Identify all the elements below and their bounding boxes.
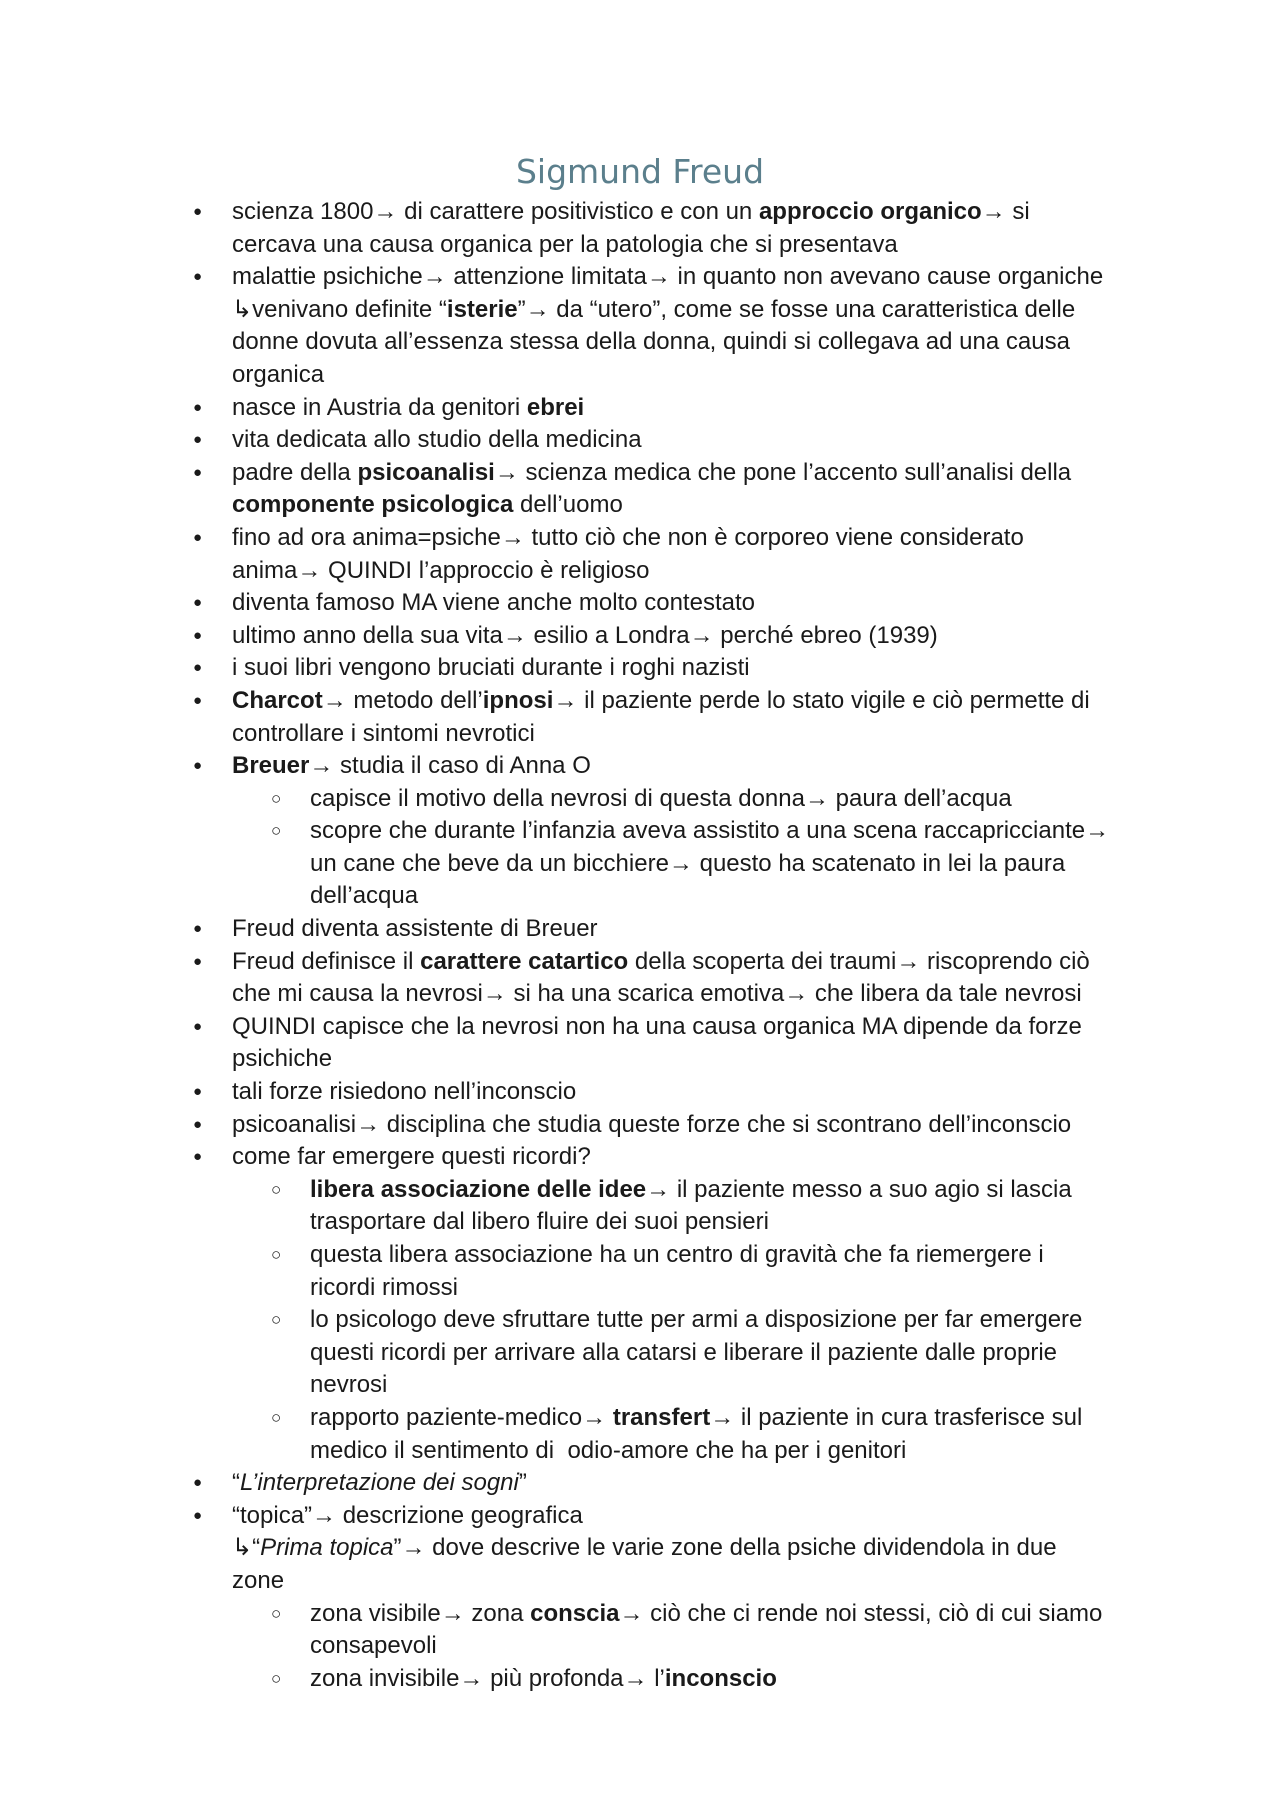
- bullet-icon: ●: [193, 691, 203, 709]
- text-segment: della scoperta dei traumi→ riscoprendo ciò che mi causa la nevrosi→ si ha una scarica emotiva→ che libera da tale nevrosi: [232, 947, 1097, 1008]
- bullet-icon: ●: [193, 594, 203, 612]
- text-segment: → ciò che ci rende noi stessi, ciò di cui siamo consapevoli: [310, 1599, 1110, 1660]
- text-segment: → il paziente messo a suo agio si lascia trasportare dal libero fluire dei suoi pensieri: [310, 1175, 1079, 1236]
- text-segment: fino ad ora anima=psiche→ tutto ciò che non è corporeo viene considerato anima→ QUINDI l’approccio è religioso: [232, 523, 1031, 584]
- list-item: [0, 196, 1112, 261]
- bold-text: psicoanalisi: [357, 458, 495, 486]
- circle-bullet-icon: ○: [271, 1310, 282, 1330]
- text-segment: → si cercava una causa organica per la patologia che si presentava: [232, 198, 1037, 258]
- sub-list-item: [0, 1304, 1110, 1402]
- bullet-icon: ●: [193, 659, 203, 677]
- bullet-icon: ●: [193, 1148, 203, 1166]
- list-item: [0, 1141, 1112, 1174]
- bullet-icon: ●: [193, 626, 203, 644]
- text-segment: ”→ da “utero”, come se fosse una caratteristica delle donne dovuta all’essenza stessa della donna, quindi si collegava ad una causa organica: [232, 295, 1082, 388]
- text-segment: → il paziente perde lo stato vigile e ciò permette di controllare i sintomi nevrotici: [232, 686, 1097, 747]
- bold-text: ebrei: [526, 393, 585, 421]
- text-segment: psicoanalisi→ disciplina che studia queste forze che si scontrano dell’inconscio: [232, 1110, 1072, 1138]
- list-item: [0, 587, 1112, 620]
- text-segment: → metodo dell’: [322, 686, 483, 714]
- text-segment: diventa famoso MA viene anche molto contestato: [232, 589, 755, 617]
- text-segment: zona visibile→ zona: [310, 1599, 531, 1627]
- sub-list-item: [0, 1402, 1110, 1467]
- text-segment: come far emergere questi ricordi?: [232, 1143, 591, 1171]
- circle-bullet-icon: ○: [271, 1668, 282, 1688]
- text-segment: vita dedicata allo studio della medicina: [232, 426, 642, 454]
- list-item: [0, 620, 1112, 653]
- bullet-icon: ●: [193, 528, 203, 546]
- text-segment: ultimo anno della sua vita→ esilio a Londra→ perché ebreo (1939): [232, 621, 938, 649]
- bullet-icon: ●: [193, 268, 203, 286]
- text-segment: questa libera associazione ha un centro di gravità che fa riemergere i ricordi rimossi: [310, 1241, 1051, 1301]
- italic-text: L’interpretazione dei sogni: [240, 1469, 519, 1497]
- bullet-icon: ●: [193, 1506, 203, 1524]
- bullet-icon: ●: [193, 431, 203, 449]
- bullet-icon: ●: [193, 463, 203, 481]
- sub-list-item: [0, 1239, 1110, 1304]
- circle-bullet-icon: ○: [271, 788, 282, 808]
- page-title: Sigmund Freud: [515, 152, 765, 191]
- bold-text: ipnosi: [482, 686, 554, 714]
- bullet-icon: ●: [193, 952, 203, 970]
- text-segment: lo psicologo deve sfruttare tutte per armi a disposizione per far emergere questi ricordi per arrivare alla catarsi e liberare il paziente dalle proprie nevrosi: [310, 1306, 1090, 1399]
- list-item: [0, 1011, 1112, 1076]
- bold-text: componente psicologica: [232, 491, 514, 519]
- text-segment: dell’uomo: [513, 491, 623, 519]
- circle-bullet-icon: ○: [271, 1179, 282, 1199]
- bullet-icon: ●: [193, 203, 203, 220]
- list-item: [0, 1467, 1112, 1500]
- italic-text: Prima topica: [260, 1534, 394, 1562]
- circle-bullet-icon: ○: [271, 1407, 282, 1427]
- list-item-continuation: [0, 1532, 1112, 1597]
- text-segment: ”: [518, 1469, 527, 1497]
- list-item: [0, 652, 1112, 685]
- text-segment: ”→ dove descrive le varie zone della psiche dividendola in due zone: [232, 1534, 1064, 1594]
- list-item: [0, 522, 1112, 587]
- sub-list-item: [0, 1174, 1110, 1239]
- bold-text: isterie: [446, 295, 518, 323]
- text-segment: “: [232, 1469, 240, 1497]
- bullet-icon: ●: [193, 1083, 203, 1101]
- bold-text: carattere catartico: [420, 947, 629, 975]
- text-segment: capisce il motivo della nevrosi di questa donna→ paura dell’acqua: [310, 784, 1012, 812]
- list-item: [0, 1076, 1112, 1109]
- circle-bullet-icon: ○: [271, 1245, 282, 1264]
- sub-list-item: [0, 783, 1110, 816]
- text-segment: → studia il caso di Anna O: [309, 752, 591, 780]
- list-item: [0, 750, 1112, 783]
- bold-text: transfert: [612, 1403, 711, 1431]
- bold-text: conscia: [530, 1599, 620, 1627]
- text-segment: scopre che durante l’infanzia aveva assistito a una scena raccapricciante→ un cane che beve da un bicchiere→ questo ha scatenato in lei la paura dell’acqua: [310, 817, 1116, 910]
- sub-list-item: [0, 1598, 1110, 1663]
- text-segment: padre della: [232, 458, 358, 486]
- text-segment: scienza 1800→ di carattere positivistico e con un: [232, 198, 759, 225]
- list-item: [0, 424, 1112, 457]
- text-segment: “topica”→ descrizione geografica: [232, 1501, 583, 1529]
- bullet-icon: ●: [193, 757, 203, 775]
- bold-text: Charcot: [232, 686, 323, 714]
- text-segment: tali forze risiedono nell’inconscio: [232, 1078, 577, 1106]
- list-item: [0, 392, 1112, 425]
- notes-list: [0, 196, 1280, 1695]
- text-segment: QUINDI capisce che la nevrosi non ha una causa organica MA dipende da forze psichiche: [232, 1012, 1089, 1073]
- text-segment: rapporto paziente-medico→: [310, 1403, 613, 1431]
- list-item: [0, 685, 1112, 750]
- list-item: [0, 1500, 1112, 1533]
- bullet-icon: ●: [193, 1474, 203, 1492]
- list-item: [0, 946, 1112, 1011]
- text-segment: → il paziente in cura trasferisce sul medico il sentimento di odio-amore che ha per i genitori: [310, 1403, 1090, 1464]
- text-segment: i suoi libri vengono bruciati durante i roghi nazisti: [232, 654, 750, 682]
- text-segment: malattie psichiche→ attenzione limitata→ in quanto non avevano cause organiche ↳venivano definite “: [232, 263, 1110, 323]
- bold-text: approccio organico: [758, 198, 982, 225]
- text-segment: → scienza medica che pone l’accento sull’analisi della: [494, 458, 1078, 486]
- circle-bullet-icon: ○: [271, 1603, 282, 1623]
- sub-list-item: [0, 815, 1116, 913]
- text-segment: Freud definisce il: [232, 947, 421, 975]
- bold-text: libera associazione delle idee: [310, 1175, 647, 1203]
- text-segment: Freud diventa assistente di Breuer: [232, 915, 598, 943]
- list-item: [0, 261, 1112, 391]
- sub-list-item: [0, 1663, 1110, 1696]
- bullet-icon: ●: [193, 1115, 203, 1133]
- bullet-icon: ●: [193, 398, 203, 416]
- circle-bullet-icon: ○: [271, 821, 282, 841]
- bullet-icon: ●: [193, 1017, 203, 1035]
- bullet-icon: ●: [193, 920, 203, 938]
- text-segment: zona invisibile→ più profonda→ l’: [310, 1664, 665, 1692]
- list-item: [0, 913, 1112, 946]
- bold-text: Breuer: [232, 752, 310, 780]
- text-segment: ↳“: [232, 1534, 261, 1562]
- text-segment: nasce in Austria da genitori: [232, 393, 527, 421]
- list-item: [0, 1109, 1112, 1142]
- list-item: [0, 457, 1112, 522]
- bold-text: inconscio: [664, 1664, 777, 1692]
